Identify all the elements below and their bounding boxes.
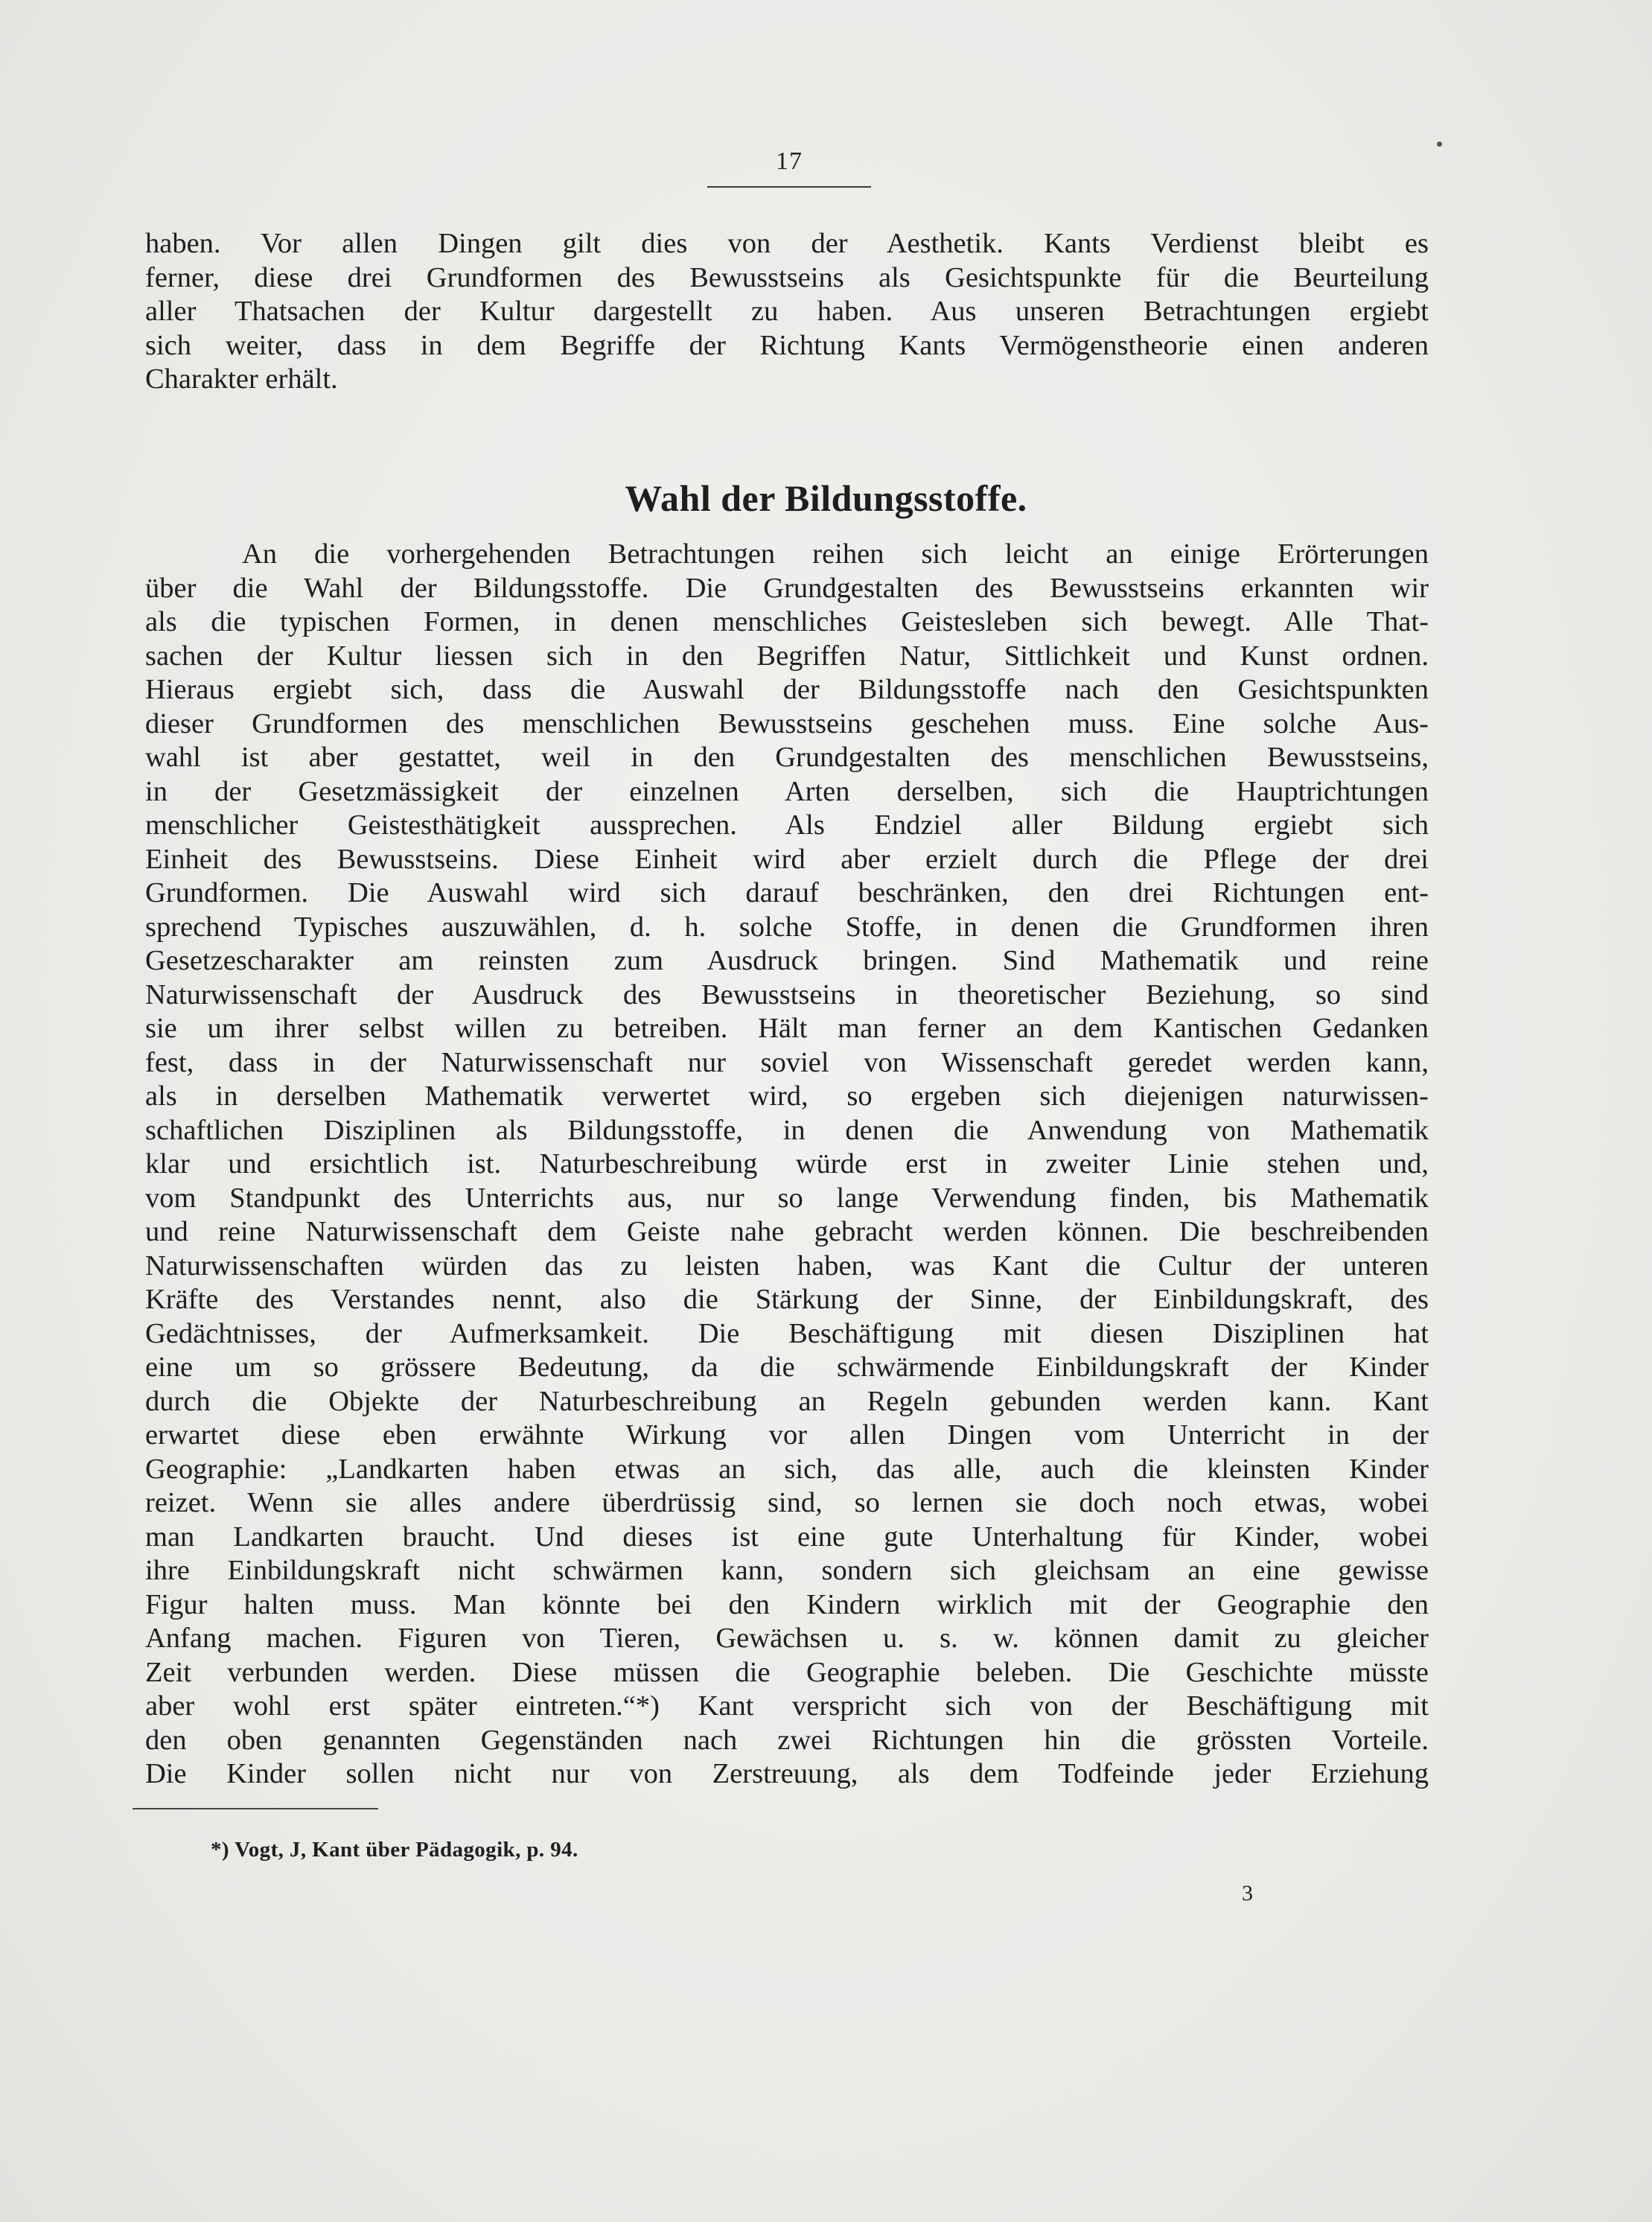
text-line: eine um so grössere Bedeutung, da die schwärmende Einbildungskraft der Kinder — [145, 1352, 1429, 1383]
text-line: ihre Einbildungskraft nicht schwärmen kann, sondern sich gleichsam an eine gewisse — [145, 1555, 1429, 1586]
text-line: menschlicher Geistesthätigkeit aussprechen. Als Endziel aller Bildung ergiebt sich — [145, 809, 1429, 841]
text-line: dieser Grundformen des menschlichen Bewusstseins geschehen muss. Eine solche Aus- — [145, 707, 1429, 739]
text-line: fest, dass in der Naturwissenschaft nur soviel von Wissenschaft geredet werden kann, — [145, 1046, 1429, 1078]
text-line: schaftlichen Disziplinen als Bildungsstoffe, in denen die Anwendung von Mathematik — [145, 1114, 1429, 1146]
text-line: Charakter erhält. — [145, 363, 338, 395]
text-line: Geographie: „Landkarten haben etwas an sich, das alle, auch die kleinsten Kinder — [145, 1453, 1429, 1485]
text-line: vom Standpunkt des Unterrichts aus, nur so lange Verwendung finden, bis Mathematik — [145, 1182, 1429, 1214]
text-line: An die vorhergehenden Betrachtungen reihen sich leicht an einige Erörterungen — [242, 538, 1429, 570]
text-line: Naturwissenschaft der Ausdruck des Bewusstseins in theoretischer Beziehung, so sind — [145, 978, 1429, 1010]
text-line: sachen der Kultur liessen sich in den Begriffen Natur, Sittlichkeit und Kunst ordnen. — [145, 640, 1429, 672]
text-line: und reine Naturwissenschaft dem Geiste nahe gebracht werden können. Die beschreibenden — [145, 1216, 1429, 1247]
ink-speck — [1437, 141, 1442, 147]
text-line: reizet. Wenn sie alles andere überdrüssig sind, so lernen sie doch noch etwas, wobei — [145, 1487, 1429, 1518]
text-line: Anfang machen. Figuren von Tieren, Gewächsen u. s. w. können damit zu gleicher — [145, 1623, 1429, 1654]
header-rule — [707, 186, 871, 188]
text-line: durch die Objekte der Naturbeschreibung an Regeln gebunden werden kann. Kant — [145, 1385, 1429, 1417]
text-line: Grundformen. Die Auswahl wird sich darauf beschränken, den drei Richtungen ent- — [145, 877, 1429, 908]
footnote: *) Vogt, J, Kant über Pädagogik, p. 94. — [211, 1838, 578, 1862]
text-line: Einheit des Bewusstseins. Diese Einheit wird aber erzielt durch die Pflege der drei — [145, 843, 1429, 875]
text-line: Gedächtnisses, der Aufmerksamkeit. Die Beschäftigung mit diesen Disziplinen hat — [145, 1317, 1429, 1349]
text-line: den oben genannten Gegenständen nach zwei Richtungen hin die grössten Vorteile. — [145, 1724, 1429, 1756]
text-line: sie um ihrer selbst willen zu betreiben. Hält man ferner an dem Kantischen Gedanken — [145, 1013, 1429, 1044]
text-line: Kräfte des Verstandes nennt, also die Stärkung der Sinne, der Einbildungskraft, des — [145, 1284, 1429, 1315]
text-line: Gesetzescharakter am reinsten zum Ausdruck bringen. Sind Mathematik und reine — [145, 945, 1429, 976]
text-line: aber wohl erst später eintreten.“*) Kant verspricht sich von der Beschäftigung mit — [145, 1690, 1429, 1722]
text-line: Die Kinder sollen nicht nur von Zerstreuung, als dem Todfeinde jeder Erziehung — [145, 1758, 1429, 1789]
text-line: wahl ist aber gestattet, weil in den Grundgestalten des menschlichen Bewusstseins, — [145, 742, 1429, 773]
footnote-rule — [133, 1808, 378, 1809]
text-line: Figur halten muss. Man könnte bei den Kindern wirklich mit der Geographie den — [145, 1588, 1429, 1620]
text-line: über die Wahl der Bildungsstoffe. Die Grundgestalten des Bewusstseins erkannten wir — [145, 572, 1429, 604]
text-line: aller Thatsachen der Kultur dargestellt zu haben. Aus unseren Betrachtungen ergiebt — [145, 296, 1429, 327]
text-line: in der Gesetzmässigkeit der einzelnen Arten derselben, sich die Hauptrichtungen — [145, 775, 1429, 807]
text-line: erwartet diese eben erwähnte Wirkung vor allen Dingen vom Unterricht in der — [145, 1419, 1429, 1451]
text-line: man Landkarten braucht. Und dieses ist eine gute Unterhaltung für Kinder, wobei — [145, 1521, 1429, 1553]
section-heading: Wahl der Bildungsstoffe. — [625, 477, 1027, 519]
section-paragraph — [145, 538, 1429, 1792]
text-line: als in derselben Mathematik verwertet wird, so ergeben sich diejenigen naturwissen- — [145, 1080, 1429, 1112]
text-line: Hieraus ergiebt sich, dass die Auswahl der Bildungsstoffe nach den Gesichtspunkten — [145, 674, 1429, 705]
text-line: sprechend Typisches auszuwählen, d. h. solche Stoffe, in denen die Grundformen ihren — [145, 911, 1429, 943]
text-line: Zeit verbunden werden. Diese müssen die Geographie beleben. Die Geschichte müsste — [145, 1656, 1429, 1688]
text-line: Naturwissenschaften würden das zu leisten haben, was Kant die Cultur der unteren — [145, 1250, 1429, 1282]
signature-mark: 3 — [1242, 1881, 1253, 1906]
intro-paragraph — [145, 227, 1429, 397]
text-line: klar und ersichtlich ist. Naturbeschreibung würde erst in zweiter Linie stehen und, — [145, 1148, 1429, 1180]
text-line: als die typischen Formen, in denen menschliches Geistesleben sich bewegt. Alle That- — [145, 606, 1429, 637]
text-line: ferner, diese drei Grundformen des Bewusstseins als Gesichtspunkte für die Beurteilung — [145, 261, 1429, 293]
text-line: sich weiter, dass in dem Begriffe der Richtung Kants Vermögenstheorie einen anderen — [145, 329, 1429, 361]
page-number: 17 — [776, 147, 803, 175]
text-line: haben. Vor allen Dingen gilt dies von der Aesthetik. Kants Verdienst bleibt es — [145, 228, 1429, 259]
